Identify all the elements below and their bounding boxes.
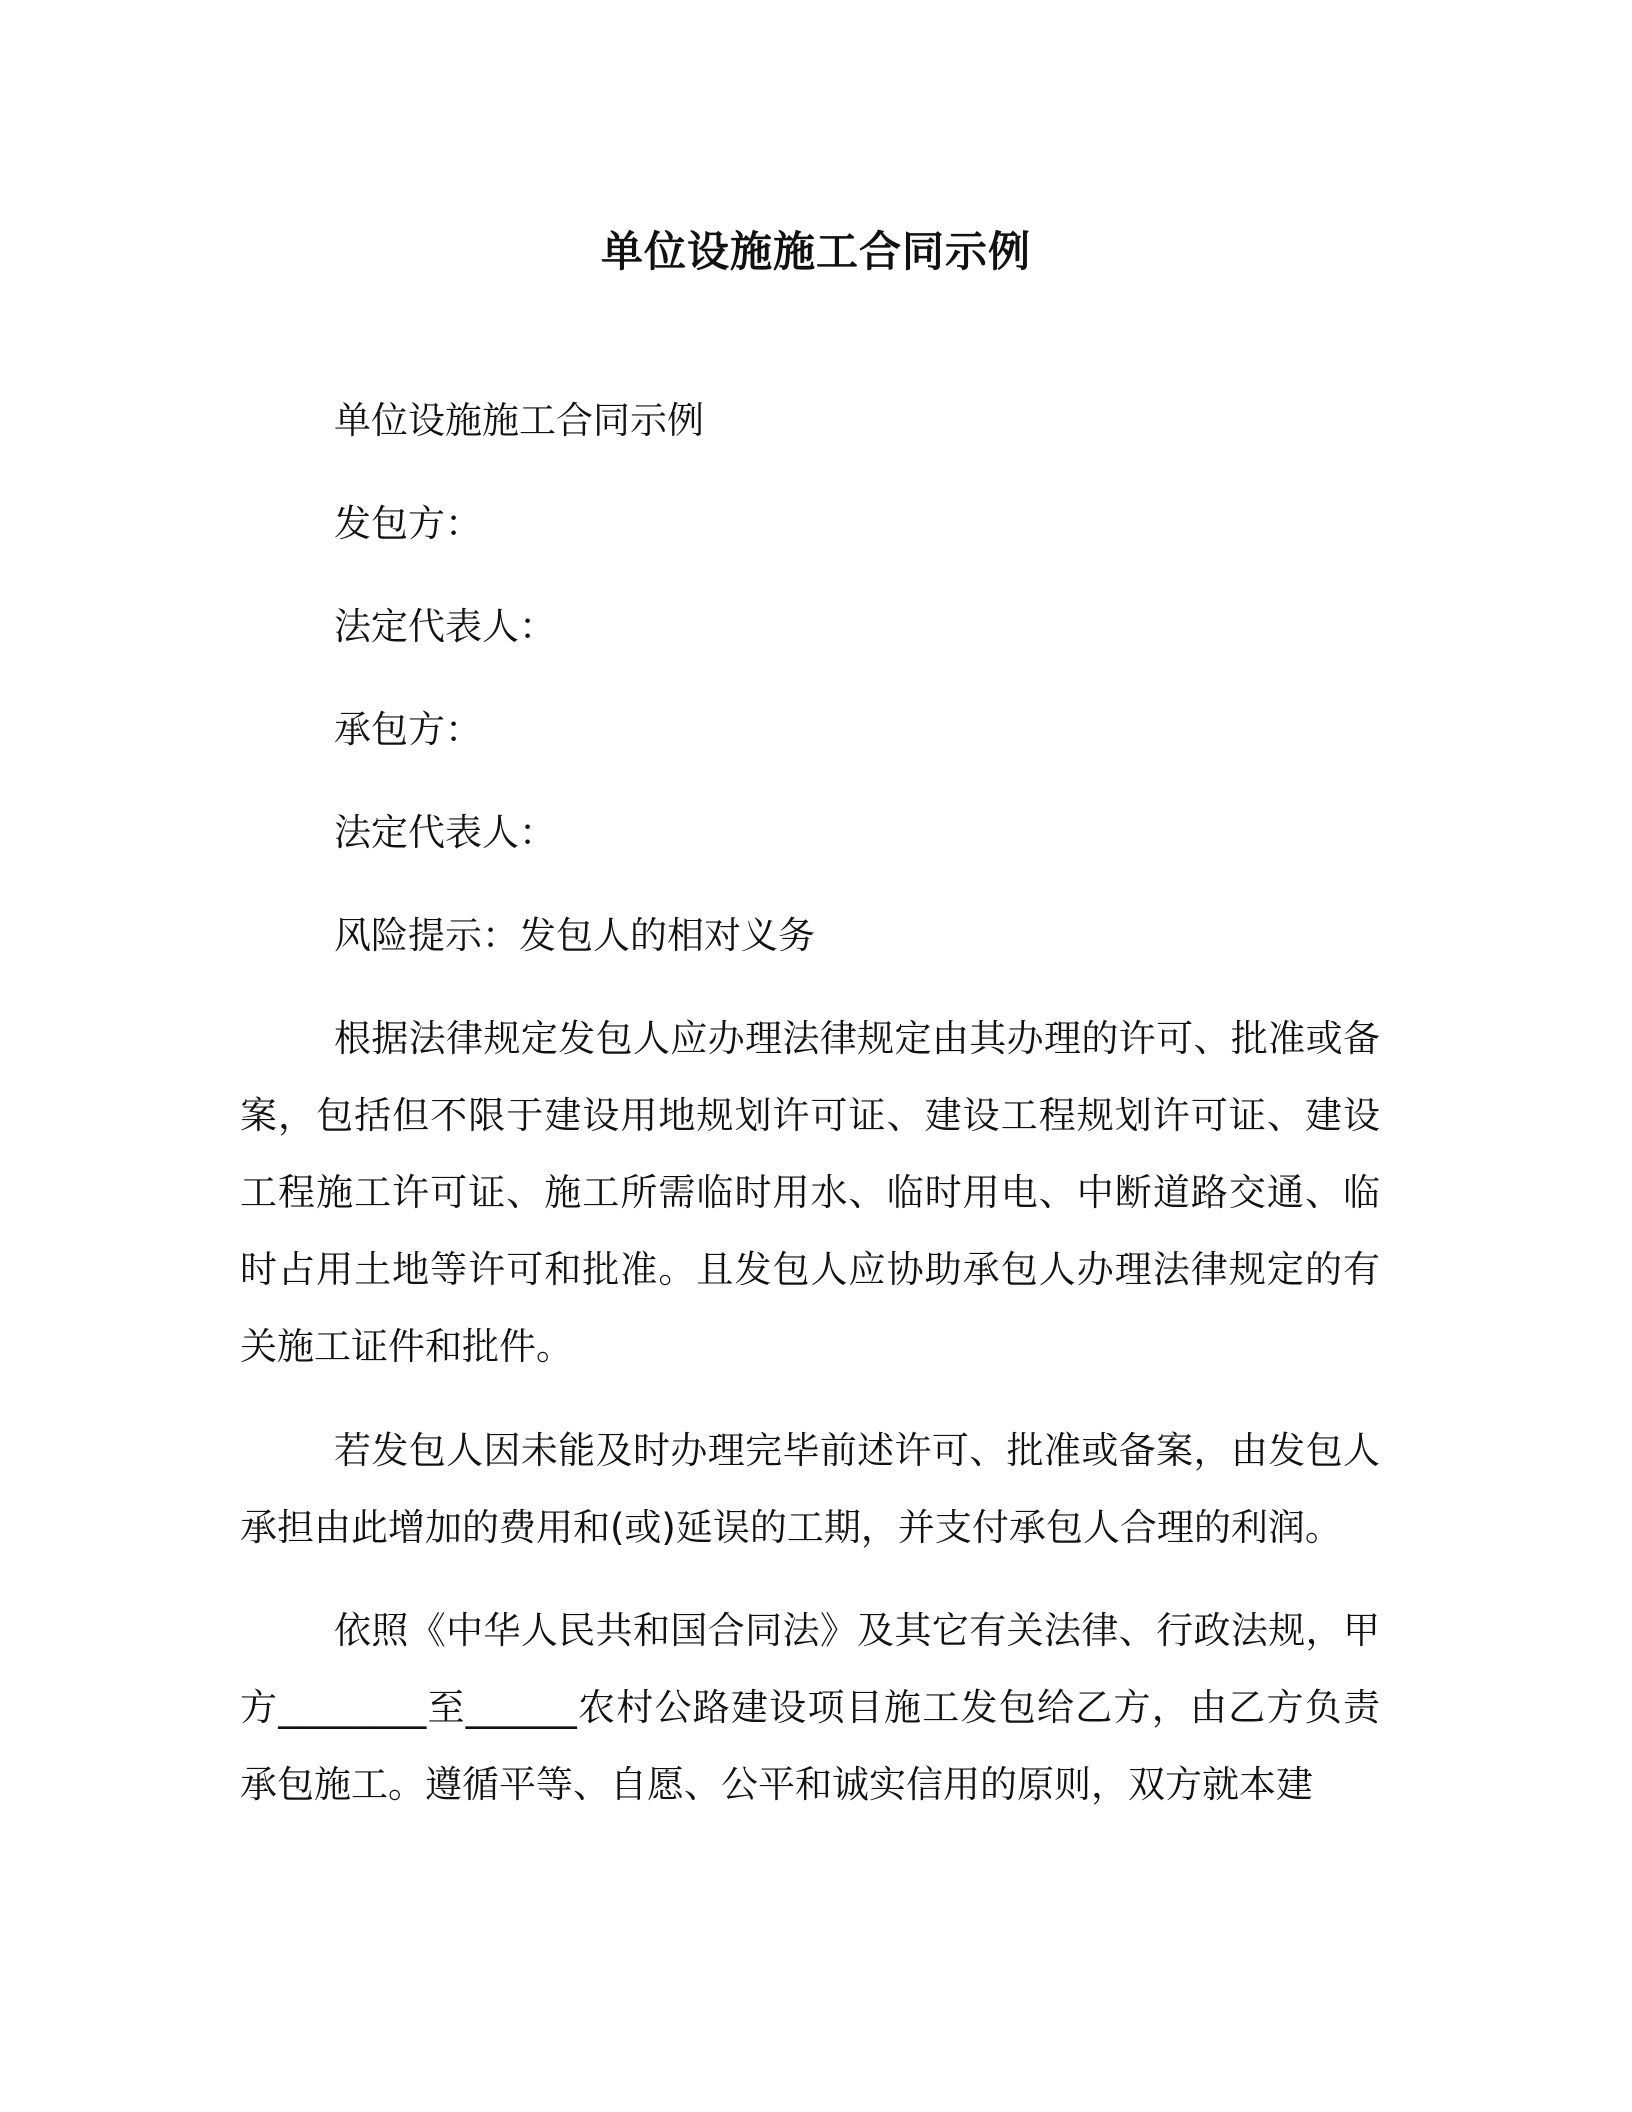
field-label-employer-representative: 法定代表人： <box>334 605 556 648</box>
field-label-employer: 发包方： <box>334 502 482 545</box>
paragraph-delay-liability: 若发包人因未能及时办理完毕前述许可、批准或备案，由发包人承担由此增加的费用和(或)延误的工期，并支付承包人合理的利润。 <box>240 1429 1380 1549</box>
field-label-contractor: 承包方： <box>334 708 482 751</box>
document-subtitle: 单位设施施工合同示例 <box>334 399 704 442</box>
document-title: 单位设施施工合同示例 <box>600 227 1031 276</box>
paragraph-permits: 根据法律规定发包人应办理法律规定由其办理的许可、批准或备案，包括但不限于建设用地规划许可证、建设工程规划许可证、建设工程施工许可证、施工所需临时用水、临时用电、中断道路交通、临时占用土地等许可和批准。且发包人应协助承包人办理法律规定的有关施工证件和批件。 <box>240 1017 1380 1368</box>
risk-heading: 风险提示：发包人的相对义务 <box>334 914 815 957</box>
paragraph-contract-basis: 依照《中华人民共和国合同法》及其它有关法律、行政法规，甲方________至______农村公路建设项目施工发包给乙方，由乙方负责承包施工。遵循平等、自愿、公平和诚实信用的原则，双方就本建 <box>240 1609 1380 1806</box>
field-label-contractor-representative: 法定代表人： <box>334 811 556 854</box>
